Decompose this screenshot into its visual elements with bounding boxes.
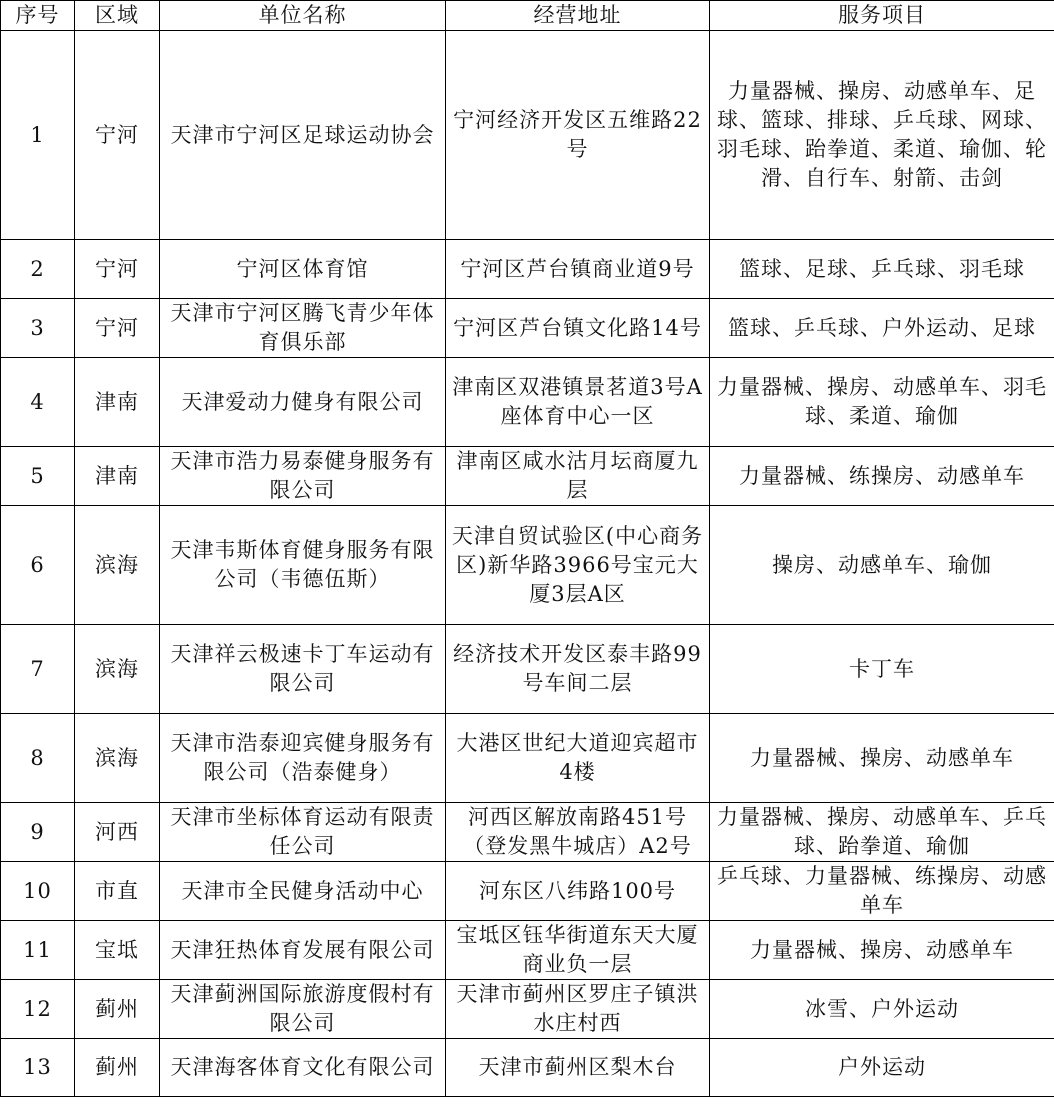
cell-name: 宁河区体育馆 xyxy=(160,240,446,299)
cell-no: 7 xyxy=(1,625,75,714)
cell-district: 宁河 xyxy=(75,240,160,299)
table-row xyxy=(1,714,1054,803)
table-row xyxy=(1,240,1054,299)
cell-address: 宁河区芦台镇商业道9号 xyxy=(446,240,710,299)
table-row xyxy=(1,506,1054,625)
cell-district: 宁河 xyxy=(75,31,160,240)
cell-address: 宝坻区钰华街道东天大厦商业负一层 xyxy=(446,921,710,980)
cell-district: 蓟州 xyxy=(75,1039,160,1097)
header-row xyxy=(1,1,1054,31)
cell-services: 力量器械、练操房、动感单车 xyxy=(710,447,1054,506)
cell-no: 8 xyxy=(1,714,75,803)
header-no: 序号 xyxy=(1,1,75,31)
cell-name: 天津市浩力易泰健身服务有限公司 xyxy=(160,447,446,506)
cell-name: 天津市全民健身活动中心 xyxy=(160,862,446,921)
cell-services: 篮球、足球、乒乓球、羽毛球 xyxy=(710,240,1054,299)
cell-address: 河东区八纬路100号 xyxy=(446,862,710,921)
cell-address: 天津市蓟州区梨木台 xyxy=(446,1039,710,1097)
cell-no: 1 xyxy=(1,31,75,240)
table-row xyxy=(1,447,1054,506)
cell-address: 宁河区芦台镇文化路14号 xyxy=(446,299,710,358)
cell-address: 大港区世纪大道迎宾超市4楼 xyxy=(446,714,710,803)
cell-name: 天津祥云极速卡丁车运动有限公司 xyxy=(160,625,446,714)
cell-services: 力量器械、操房、动感单车、羽毛球、柔道、瑜伽 xyxy=(710,358,1054,447)
cell-district: 滨海 xyxy=(75,506,160,625)
cell-name: 天津市坐标体育运动有限责任公司 xyxy=(160,803,446,862)
cell-services: 篮球、乒乓球、户外运动、足球 xyxy=(710,299,1054,358)
cell-name: 天津爱动力健身有限公司 xyxy=(160,358,446,447)
cell-district: 津南 xyxy=(75,358,160,447)
cell-district: 蓟州 xyxy=(75,980,160,1039)
cell-district: 津南 xyxy=(75,447,160,506)
cell-services: 力量器械、操房、动感单车、足球、篮球、排球、乒乓球、网球、羽毛球、跆拳道、柔道、瑜伽、轮滑、自行车、射箭、击剑 xyxy=(710,31,1054,240)
cell-district: 滨海 xyxy=(75,625,160,714)
cell-district: 滨海 xyxy=(75,714,160,803)
table-row xyxy=(1,625,1054,714)
cell-name: 天津韦斯体育健身服务有限公司（韦德伍斯） xyxy=(160,506,446,625)
table-row xyxy=(1,980,1054,1039)
cell-name: 天津海客体育文化有限公司 xyxy=(160,1039,446,1097)
cell-no: 10 xyxy=(1,862,75,921)
cell-address: 河西区解放南路451号（登发黑牛城店）A2号 xyxy=(446,803,710,862)
cell-no: 5 xyxy=(1,447,75,506)
cell-district: 市直 xyxy=(75,862,160,921)
cell-services: 力量器械、操房、动感单车 xyxy=(710,714,1054,803)
table-row xyxy=(1,358,1054,447)
cell-name: 天津狂热体育发展有限公司 xyxy=(160,921,446,980)
table-row xyxy=(1,921,1054,980)
cell-address: 津南区咸水沽月坛商厦九层 xyxy=(446,447,710,506)
header-district: 区域 xyxy=(75,1,160,31)
header-name: 单位名称 xyxy=(160,1,446,31)
cell-services: 卡丁车 xyxy=(710,625,1054,714)
cell-no: 4 xyxy=(1,358,75,447)
cell-no: 3 xyxy=(1,299,75,358)
table-row xyxy=(1,299,1054,358)
cell-no: 11 xyxy=(1,921,75,980)
table-row xyxy=(1,31,1054,240)
cell-no: 2 xyxy=(1,240,75,299)
cell-district: 宝坻 xyxy=(75,921,160,980)
cell-no: 9 xyxy=(1,803,75,862)
header-services: 服务项目 xyxy=(710,1,1054,31)
cell-name: 天津市浩泰迎宾健身服务有限公司（浩泰健身） xyxy=(160,714,446,803)
cell-district: 河西 xyxy=(75,803,160,862)
cell-name: 天津蓟洲国际旅游度假村有限公司 xyxy=(160,980,446,1039)
cell-address: 宁河经济开发区五维路22号 xyxy=(446,31,710,240)
table-row xyxy=(1,803,1054,862)
cell-services: 力量器械、操房、动感单车、乒乓球、跆拳道、瑜伽 xyxy=(710,803,1054,862)
cell-no: 6 xyxy=(1,506,75,625)
cell-services: 操房、动感单车、瑜伽 xyxy=(710,506,1054,625)
cell-no: 12 xyxy=(1,980,75,1039)
cell-address: 经济技术开发区泰丰路99号车间二层 xyxy=(446,625,710,714)
header-address: 经营地址 xyxy=(446,1,710,31)
cell-services: 乒乓球、力量器械、练操房、动感单车 xyxy=(710,862,1054,921)
table-row xyxy=(1,1039,1054,1097)
cell-name: 天津市宁河区足球运动协会 xyxy=(160,31,446,240)
cell-district: 宁河 xyxy=(75,299,160,358)
cell-services: 冰雪、户外运动 xyxy=(710,980,1054,1039)
cell-no: 13 xyxy=(1,1039,75,1097)
table-row xyxy=(1,862,1054,921)
cell-services: 力量器械、操房、动感单车 xyxy=(710,921,1054,980)
cell-address: 天津市蓟州区罗庄子镇洪水庄村西 xyxy=(446,980,710,1039)
cell-address: 津南区双港镇景茗道3号A座体育中心一区 xyxy=(446,358,710,447)
cell-address: 天津自贸试验区(中心商务区)新华路3966号宝元大厦3层A区 xyxy=(446,506,710,625)
cell-services: 户外运动 xyxy=(710,1039,1054,1097)
cell-name: 天津市宁河区腾飞青少年体育俱乐部 xyxy=(160,299,446,358)
